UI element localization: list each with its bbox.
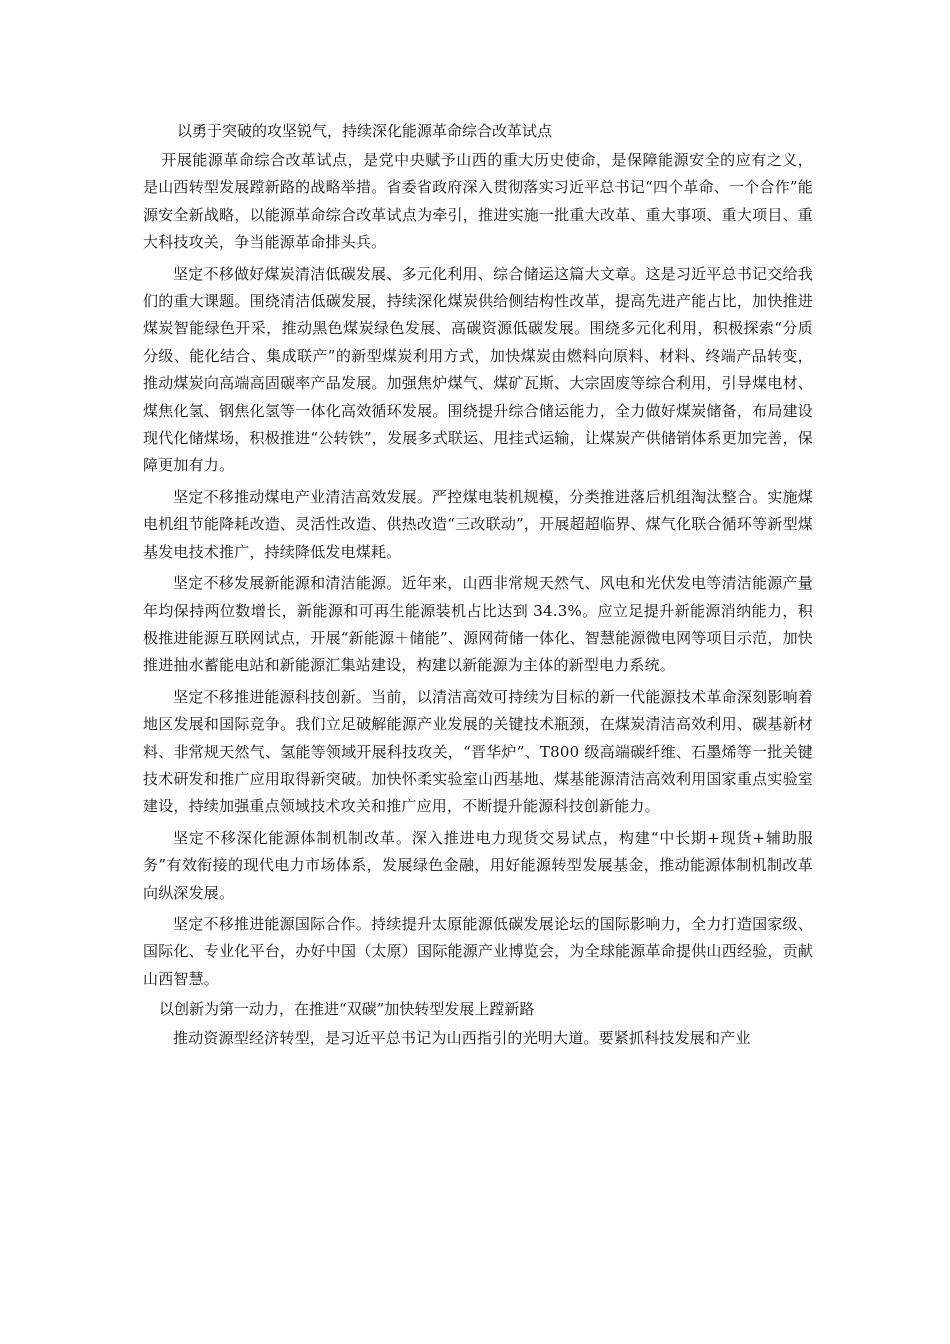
paragraph-reform: 坚定不移深化能源体制机制改革。深入推进电力现货交易试点，构建“中长期+现货+辅助服务”有效衔接的现代电力市场体系，发展绿色金融，用好能源转型发展基金，推动能源体制机制改革向纵深发展。 <box>143 828 813 902</box>
paragraph-coal: 坚定不移做好煤炭清洁低碳发展、多元化利用、综合储运这篇大文章。这是习近平总书记交给我们的重大课题。围绕清洁低碳发展，持续深化煤炭供给侧结构性改革，提高先进产能占比，加快推进煤炭智能绿色开采，推动黑色煤炭绿色发展、高碳资源低碳发展。围绕多元化利用，积极探索“分质分级、能化结合、集成联产”的新型煤炭利用方式，加快煤炭由燃料向原料、材料、终端产品转变，推动煤炭向高端高固碳率产品发展。加强焦炉煤气、煤矿瓦斯、大宗固废等综合利用，引导煤电材、煤焦化氢、钢焦化氢等一体化高效循环发展。围绕提升综合储运能力，全力做好煤炭储备，布局建设现代化储煤场，积极推进“公转铁”，发展多式联运、甩挂式运输，让煤炭产供储销体系更加完善，保障更加有力。 <box>143 264 813 475</box>
paragraph-intro <box>143 147 813 257</box>
section-heading-2: 以创新为第一动力，在推进“双碳”加快转型发展上蹚新路 <box>159 1000 535 1019</box>
paragraph-tech-innovation: 坚定不移推进能源科技创新。当前，以清洁高效可持续为目标的新一代能源技术革命深刻影响着地区发展和国际竞争。我们立足破解能源产业发展的关键技术瓶颈，在煤炭清洁高效利用、碳基新材料、非常规天然气、氢能等领域开展科技攻关，“晋华炉”、T800 级高端碳纤维、石墨烯等一批关键技术研发和推广应用取得新突破。加快怀柔实验室山西基地、煤基能源清洁高效利用国家重点实验室建设，持续加强重点领域技术攻关和推广应用，不断提升能源科技创新能力。 <box>143 687 813 816</box>
paragraph-transformation: 推动资源型经济转型，是习近平总书记为山西指引的光明大道。要紧抓科技发展和产业 <box>173 1029 751 1048</box>
section-heading-1: 以勇于突破的攻坚锐气，持续深化能源革命综合改革试点 <box>177 122 553 140</box>
paragraph-international: 坚定不移推进能源国际合作。持续提升太原能源低碳发展论坛的国际影响力，全力打造国家级、国际化、专业化平台，办好中国（太原）国际能源产业博览会，为全球能源革命提供山西经验，贡献山西智慧。 <box>143 914 813 988</box>
paragraph-intro-text: 开展能源革命综合改革试点，是党中央赋予山西的重大历史使命，是保障能源安全的应有之义，是山西转型发展蹚新路的战略举措。省委省政府深入贯彻落实习近平总书记“四个革命、一个合作”能源安全新战略，以能源革命综合改革试点为牵引，推进实施一批重大改革、重大事项、重大项目、重大科技攻关，争当能源革命排头兵。 <box>143 151 813 252</box>
paragraph-coal-power: 坚定不移推动煤电产业清洁高效发展。严控煤电装机规模，分类推进落后机组淘汰整合。实施煤电机组节能降耗改造、灵活性改造、供热改造“三改联动”，开展超超临界、煤气化联合循环等新型煤基发电技术推广，持续降低发电煤耗。 <box>143 487 813 561</box>
paragraph-new-energy: 坚定不移发展新能源和清洁能源。近年来，山西非常规天然气、风电和光伏发电等清洁能源产量年均保持两位数增长，新能源和可再生能源装机占比达到 34.3%。应立足提升新能源消纳能力，积极推进能源互联网试点，开展“新能源＋储能”、源网荷储一体化、智慧能源微电网等项目示范，加快推进抽水蓄能电站和新能源汇集站建设，构建以新能源为主体的新型电力系统。 <box>143 574 813 675</box>
document-page <box>143 119 813 1057</box>
